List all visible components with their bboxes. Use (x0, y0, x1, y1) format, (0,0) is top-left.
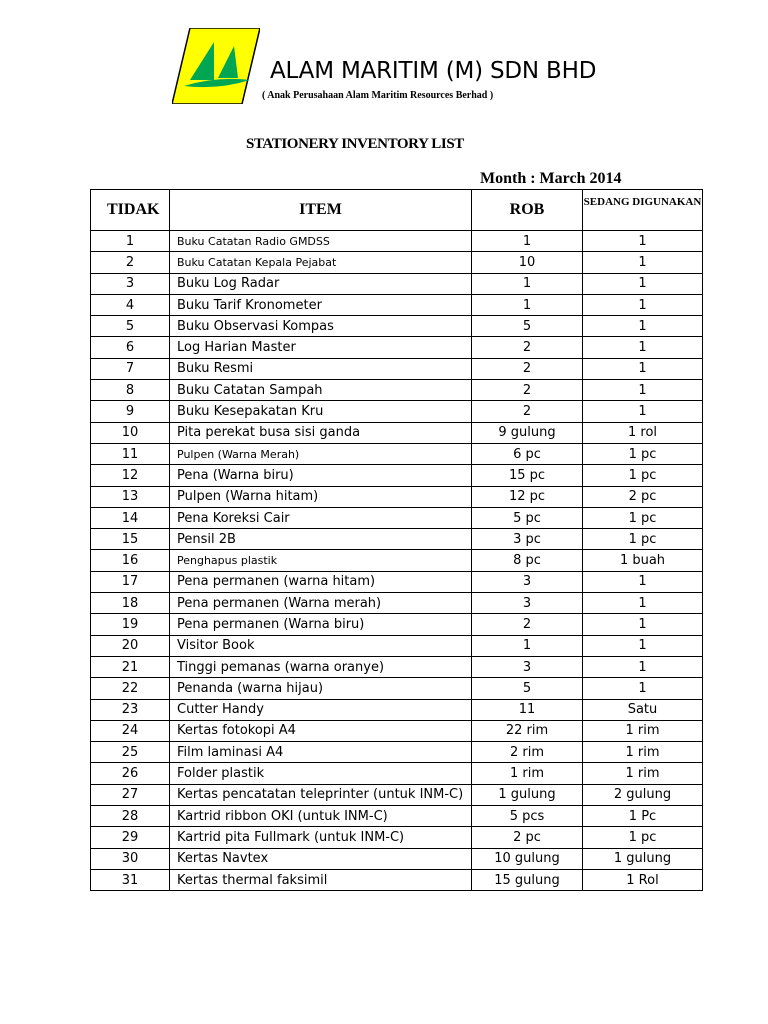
table-row (91, 252, 703, 273)
row-in-use: 1 (583, 380, 703, 401)
row-rob: 1 (472, 294, 583, 315)
row-number: 15 (91, 529, 170, 550)
row-number: 17 (91, 571, 170, 592)
row-in-use: 1 (583, 252, 703, 273)
row-in-use: 1 pc (583, 443, 703, 464)
table-row (91, 294, 703, 315)
row-rob: 1 (472, 231, 583, 252)
row-rob: 8 pc (472, 550, 583, 571)
row-number: 11 (91, 443, 170, 464)
row-in-use: 1 (583, 273, 703, 294)
table-row (91, 465, 703, 486)
row-number: 1 (91, 231, 170, 252)
row-rob: 2 (472, 337, 583, 358)
table-row (91, 507, 703, 528)
column-header-rob: ROB (472, 190, 583, 231)
document-title: STATIONERY INVENTORY LIST (246, 136, 464, 152)
row-in-use: Satu (583, 699, 703, 720)
table-body (91, 231, 703, 891)
row-in-use: 1 (583, 358, 703, 379)
row-number: 20 (91, 635, 170, 656)
row-item: Kertas pencatatan teleprinter (untuk INM-C) (170, 784, 472, 805)
row-item: Penanda (warna hijau) (170, 678, 472, 699)
row-number: 31 (91, 869, 170, 890)
row-number: 29 (91, 827, 170, 848)
row-item: Kartrid pita Fullmark (untuk INM-C) (170, 827, 472, 848)
row-item: Visitor Book (170, 635, 472, 656)
row-item: Folder plastik (170, 763, 472, 784)
row-in-use: 1 rim (583, 763, 703, 784)
row-item: Buku Log Radar (170, 273, 472, 294)
row-number: 14 (91, 507, 170, 528)
row-number: 27 (91, 784, 170, 805)
table-row (91, 593, 703, 614)
row-in-use: 1 (583, 614, 703, 635)
row-in-use: 1 Rol (583, 869, 703, 890)
row-number: 24 (91, 720, 170, 741)
row-rob: 1 (472, 273, 583, 294)
table-row (91, 827, 703, 848)
table-row (91, 614, 703, 635)
row-in-use: 2 gulung (583, 784, 703, 805)
row-rob: 9 gulung (472, 422, 583, 443)
row-rob: 6 pc (472, 443, 583, 464)
row-number: 10 (91, 422, 170, 443)
row-number: 13 (91, 486, 170, 507)
row-rob: 22 rim (472, 720, 583, 741)
table-row (91, 358, 703, 379)
table-row (91, 720, 703, 741)
row-item: Cutter Handy (170, 699, 472, 720)
table-row (91, 806, 703, 827)
row-rob: 15 pc (472, 465, 583, 486)
row-item: Buku Tarif Kronometer (170, 294, 472, 315)
table-row (91, 380, 703, 401)
table-row (91, 678, 703, 699)
month-label: Month : March 2014 (480, 170, 622, 187)
row-item: Kertas thermal faksimil (170, 869, 472, 890)
row-item: Kertas fotokopi A4 (170, 720, 472, 741)
table-row (91, 656, 703, 677)
row-rob: 2 rim (472, 742, 583, 763)
column-header-in-use: SEDANG DIGUNAKAN (583, 190, 703, 231)
row-in-use: 1 (583, 231, 703, 252)
row-number: 23 (91, 699, 170, 720)
row-item: Pena (Warna biru) (170, 465, 472, 486)
row-in-use: 1 (583, 656, 703, 677)
row-in-use: 1 pc (583, 827, 703, 848)
table-row (91, 443, 703, 464)
table-row (91, 529, 703, 550)
table-row (91, 550, 703, 571)
column-header-item: ITEM (170, 190, 472, 231)
row-rob: 11 (472, 699, 583, 720)
row-item: Buku Observasi Kompas (170, 316, 472, 337)
row-number: 6 (91, 337, 170, 358)
row-in-use: 1 rim (583, 742, 703, 763)
table-row (91, 337, 703, 358)
row-in-use: 1 pc (583, 529, 703, 550)
row-number: 30 (91, 848, 170, 869)
row-in-use: 2 pc (583, 486, 703, 507)
row-rob: 3 (472, 593, 583, 614)
row-number: 8 (91, 380, 170, 401)
row-rob: 3 pc (472, 529, 583, 550)
row-in-use: 1 (583, 337, 703, 358)
row-item: Pena permanen (Warna biru) (170, 614, 472, 635)
row-in-use: 1 Pc (583, 806, 703, 827)
row-item: Pena permanen (Warna merah) (170, 593, 472, 614)
row-in-use: 1 (583, 316, 703, 337)
row-item: Tinggi pemanas (warna oranye) (170, 656, 472, 677)
row-number: 2 (91, 252, 170, 273)
row-item: Buku Kesepakatan Kru (170, 401, 472, 422)
table-row (91, 848, 703, 869)
row-rob: 5 pcs (472, 806, 583, 827)
row-number: 12 (91, 465, 170, 486)
row-rob: 1 gulung (472, 784, 583, 805)
row-in-use: 1 rim (583, 720, 703, 741)
row-rob: 2 pc (472, 827, 583, 848)
row-in-use: 1 pc (583, 507, 703, 528)
row-in-use: 1 (583, 401, 703, 422)
row-rob: 10 gulung (472, 848, 583, 869)
company-name: ALAM MARITIM (M) SDN BHD (270, 58, 597, 84)
company-subtitle: ( Anak Perusahaan Alam Maritim Resources Berhad ) (262, 90, 494, 101)
table-row (91, 784, 703, 805)
row-item: Kertas Navtex (170, 848, 472, 869)
row-rob: 2 (472, 401, 583, 422)
table-header-row (91, 190, 703, 231)
row-number: 16 (91, 550, 170, 571)
row-item: Buku Catatan Kepala Pejabat (170, 252, 472, 273)
table-row (91, 401, 703, 422)
table-row (91, 635, 703, 656)
row-item: Pena permanen (warna hitam) (170, 571, 472, 592)
row-number: 22 (91, 678, 170, 699)
row-number: 3 (91, 273, 170, 294)
row-in-use: 1 (583, 635, 703, 656)
row-rob: 10 (472, 252, 583, 273)
row-item: Kartrid ribbon OKI (untuk INM-C) (170, 806, 472, 827)
row-rob: 3 (472, 571, 583, 592)
inventory-table (90, 189, 703, 891)
table-row (91, 571, 703, 592)
row-in-use: 1 (583, 294, 703, 315)
row-number: 7 (91, 358, 170, 379)
column-header-no: TIDAK (91, 190, 170, 231)
row-number: 28 (91, 806, 170, 827)
row-item: Buku Catatan Sampah (170, 380, 472, 401)
row-number: 19 (91, 614, 170, 635)
table-row (91, 273, 703, 294)
row-item: Pulpen (Warna Merah) (170, 443, 472, 464)
row-rob: 5 pc (472, 507, 583, 528)
row-number: 25 (91, 742, 170, 763)
row-item: Buku Resmi (170, 358, 472, 379)
row-in-use: 1 pc (583, 465, 703, 486)
row-item: Penghapus plastik (170, 550, 472, 571)
row-rob: 1 (472, 635, 583, 656)
table-row (91, 231, 703, 252)
row-item: Buku Catatan Radio GMDSS (170, 231, 472, 252)
table-row (91, 869, 703, 890)
row-item: Pensil 2B (170, 529, 472, 550)
row-rob: 12 pc (472, 486, 583, 507)
table-row (91, 422, 703, 443)
table-row (91, 699, 703, 720)
row-item: Pena Koreksi Cair (170, 507, 472, 528)
row-rob: 2 (472, 380, 583, 401)
row-number: 26 (91, 763, 170, 784)
row-number: 21 (91, 656, 170, 677)
alam-maritim-logo-icon (172, 28, 260, 104)
table-row (91, 316, 703, 337)
row-in-use: 1 gulung (583, 848, 703, 869)
row-item: Film laminasi A4 (170, 742, 472, 763)
row-rob: 15 gulung (472, 869, 583, 890)
row-rob: 2 (472, 614, 583, 635)
row-in-use: 1 (583, 593, 703, 614)
row-in-use: 1 (583, 571, 703, 592)
row-in-use: 1 rol (583, 422, 703, 443)
row-number: 18 (91, 593, 170, 614)
row-rob: 1 rim (472, 763, 583, 784)
row-number: 4 (91, 294, 170, 315)
row-number: 5 (91, 316, 170, 337)
row-in-use: 1 buah (583, 550, 703, 571)
row-item: Log Harian Master (170, 337, 472, 358)
table-row (91, 763, 703, 784)
row-item: Pita perekat busa sisi ganda (170, 422, 472, 443)
row-in-use: 1 (583, 678, 703, 699)
row-rob: 3 (472, 656, 583, 677)
table-row (91, 742, 703, 763)
row-rob: 5 (472, 678, 583, 699)
row-number: 9 (91, 401, 170, 422)
row-item: Pulpen (Warna hitam) (170, 486, 472, 507)
row-rob: 5 (472, 316, 583, 337)
table-row (91, 486, 703, 507)
row-rob: 2 (472, 358, 583, 379)
